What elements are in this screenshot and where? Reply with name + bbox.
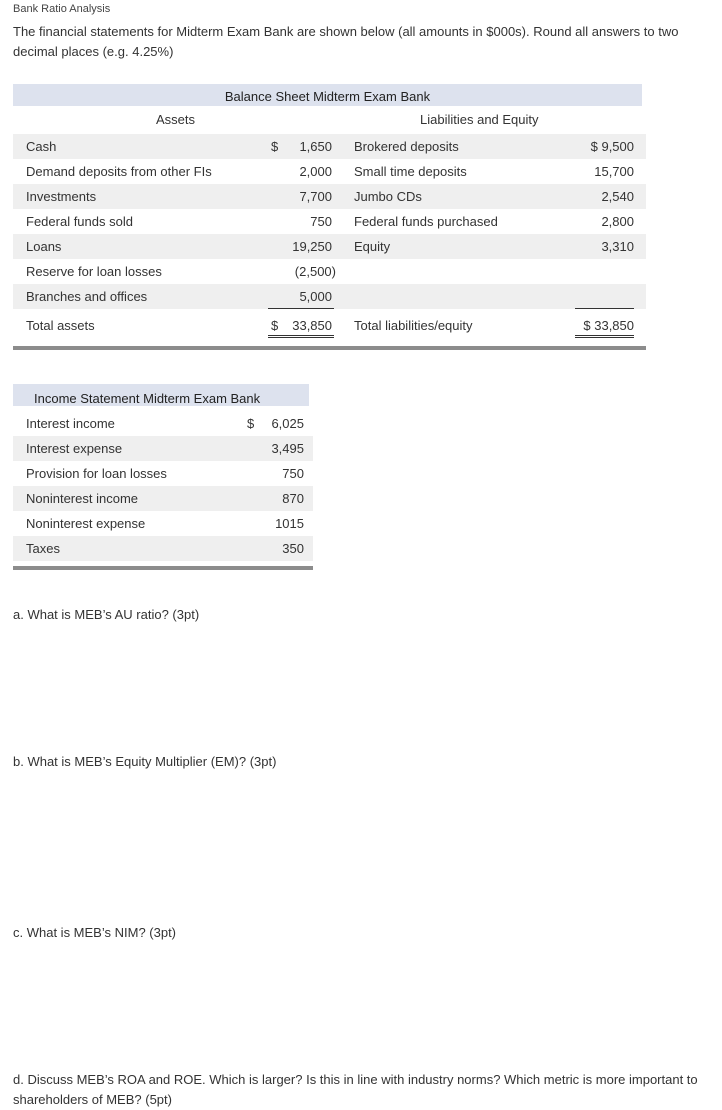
income-currency: $ xyxy=(247,416,255,431)
income-value: 750 xyxy=(282,466,304,481)
income-value: 1015 xyxy=(275,516,304,531)
income-label: Provision for loan losses xyxy=(26,466,167,481)
question-a: a. What is MEB’s AU ratio? (3pt) xyxy=(13,607,200,622)
income-statement-bottom-border xyxy=(13,566,313,570)
table-row xyxy=(13,486,313,511)
liability-total-double-rule xyxy=(575,335,634,338)
income-statement-title-text: Income Statement Midterm Exam Bank xyxy=(34,391,261,406)
total-assets-currency: $ xyxy=(271,318,279,333)
table-row xyxy=(13,411,313,436)
assets-header: Assets xyxy=(156,112,196,127)
liability-subtotal-rule xyxy=(575,308,634,309)
table-row xyxy=(13,159,646,184)
asset-subtotal-rule xyxy=(268,308,334,309)
liability-value: 2,540 xyxy=(601,189,634,204)
table-row xyxy=(13,461,313,486)
asset-label: Reserve for loan losses xyxy=(26,264,162,279)
income-statement-table xyxy=(13,384,313,570)
total-liabilities-label: Total liabilities/equity xyxy=(354,318,473,333)
income-value: 350 xyxy=(282,541,304,556)
balance-sheet-table xyxy=(13,84,646,350)
asset-label: Federal funds sold xyxy=(26,214,133,229)
liability-value: $ 9,500 xyxy=(590,139,634,154)
table-row xyxy=(13,436,313,461)
income-label: Interest income xyxy=(26,416,115,431)
liability-label: Federal funds purchased xyxy=(354,214,498,229)
asset-label: Investments xyxy=(26,189,97,204)
asset-value: 7,700 xyxy=(299,189,332,204)
liability-label: Small time deposits xyxy=(354,164,467,179)
asset-value: 2,000 xyxy=(299,164,332,179)
balance-sheet-bottom-border xyxy=(13,346,646,350)
total-assets-value: 33,850 xyxy=(292,318,332,333)
total-liabilities-value: $ 33,850 xyxy=(583,318,634,333)
income-label: Noninterest income xyxy=(26,491,138,506)
asset-value: 19,250 xyxy=(292,239,332,254)
income-label: Taxes xyxy=(26,541,60,556)
question-b: b. What is MEB’s Equity Multiplier (EM)? (3pt) xyxy=(13,754,277,769)
income-value: 6,025 xyxy=(271,416,304,431)
asset-label: Demand deposits from other FIs xyxy=(26,164,212,179)
asset-value: 1,650 xyxy=(299,139,332,154)
balance-sheet-title-text: Balance Sheet Midterm Exam Bank xyxy=(224,89,431,104)
income-label: Noninterest expense xyxy=(26,516,146,531)
liability-value: 15,700 xyxy=(594,164,634,179)
table-row xyxy=(13,209,646,234)
income-value: 3,495 xyxy=(271,441,304,456)
income-value: 870 xyxy=(282,491,304,506)
section-label: Bank Ratio Analysis xyxy=(13,3,111,15)
liability-label: Equity xyxy=(354,239,391,254)
question-d: d. Discuss MEB’s ROA and ROE. Which is larger? Is this in line with industry norms? Which metric is more important to shareholders of MEB? (5pt) xyxy=(13,1072,698,1107)
table-row xyxy=(13,259,646,284)
liability-value: 2,800 xyxy=(601,214,634,229)
table-row xyxy=(13,184,646,209)
asset-value: 5,000 xyxy=(299,289,332,304)
table-row xyxy=(13,536,313,561)
liability-label: Jumbo CDs xyxy=(354,189,422,204)
intro-text: The financial statements for Midterm Exam Bank are shown below (all amounts in $000s). Round all answers to two decimal places (e.g. 4.25%) xyxy=(13,24,679,59)
liabilities-header: Liabilities and Equity xyxy=(420,112,539,127)
total-assets-label: Total assets xyxy=(26,318,95,333)
table-row xyxy=(13,134,646,159)
asset-value: 750 xyxy=(310,214,332,229)
income-statement-title xyxy=(13,384,309,406)
asset-label: Cash xyxy=(26,139,57,154)
table-row xyxy=(13,511,313,536)
liability-label: Brokered deposits xyxy=(354,139,459,154)
income-label: Interest expense xyxy=(26,441,123,456)
balance-sheet-title xyxy=(13,84,642,106)
question-c: c. What is MEB’s NIM? (3pt) xyxy=(13,925,177,940)
table-row xyxy=(13,284,646,309)
asset-value: (2,500) xyxy=(294,264,336,279)
liability-value: 3,310 xyxy=(601,239,634,254)
asset-label: Branches and offices xyxy=(26,289,148,304)
asset-label: Loans xyxy=(26,239,62,254)
asset-currency: $ xyxy=(271,139,279,154)
asset-total-double-rule xyxy=(268,335,334,338)
table-row xyxy=(13,234,646,259)
